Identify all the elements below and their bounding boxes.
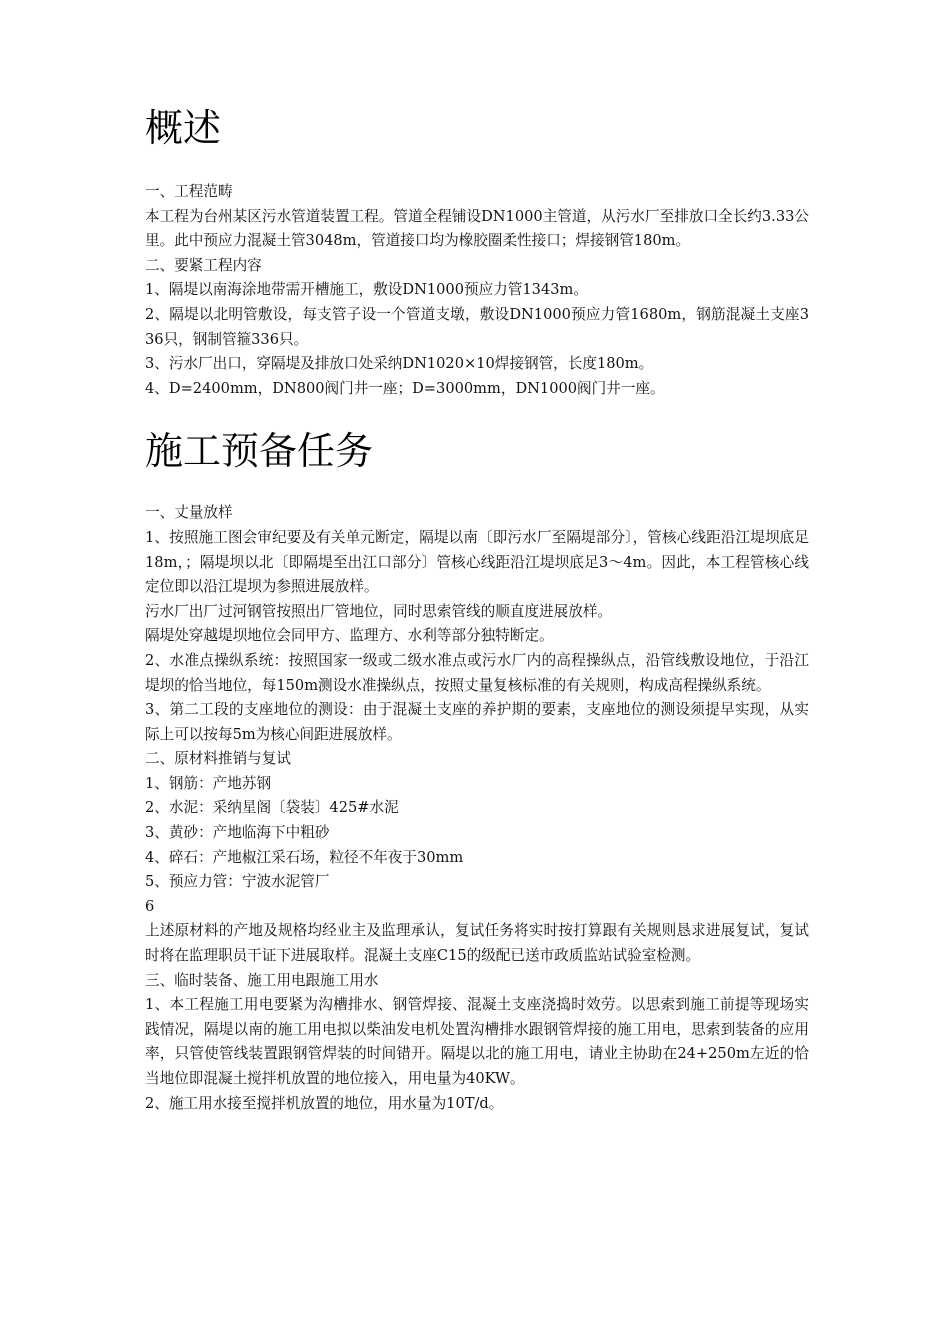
section-heading-overview: 概述 bbox=[145, 106, 222, 150]
paragraph: 5、预应力管：宁波水泥管厂 bbox=[145, 873, 330, 891]
paragraph: 污水厂出厂过河钢管按照出厂管地位，同时思索管线的顺直度进展放样。 bbox=[145, 602, 613, 620]
paragraph: 上述原材料的产地及规格均经业主及监理承认，复试任务将实时按打算跟有关规则恳求进展复试，复试时将在监理职员干证下进展取样。混凝土支座C15的级配已送市政质监站试验室检测。 bbox=[145, 922, 809, 965]
paragraph: 隔堤处穿越堤坝地位会同甲方、监理方、水利等部分独特断定。 bbox=[145, 627, 554, 645]
section-heading-preparation: 施工预备任务 bbox=[145, 429, 374, 474]
paragraph: 3、第二工段的支座地位的测设：由于混凝土支座的养护期的要素，支座地位的测设须提早实现，从实际上可以按每5m为核心间距进展放样。 bbox=[145, 701, 809, 743]
document-page bbox=[145, 0, 809, 1116]
section-body-overview bbox=[145, 180, 809, 401]
paragraph: 一、工程范畴 bbox=[145, 183, 233, 200]
paragraph: 本工程为台州某区污水管道装置工程。管道全程铺设DN1000主管道，从污水厂至排放口全长约3.33公里。此中预应力混凝土管3048m，管道接口均为橡胶圈柔性接口；焊接钢管180m。 bbox=[145, 207, 809, 250]
paragraph: 三、临时装备、施工用电跟施工用水 bbox=[145, 971, 379, 989]
paragraph: 6 bbox=[145, 897, 155, 915]
paragraph: 2、水泥：采纳星阁〔袋装〕425#水泥 bbox=[145, 799, 399, 817]
paragraph: 3、黄砂：产地临海下中粗砂 bbox=[145, 824, 330, 842]
section-body-preparation bbox=[145, 501, 809, 1116]
paragraph: 4、D=2400mm，DN800阀门井一座；D=3000mm，DN1000阀门井一座。 bbox=[145, 379, 665, 397]
paragraph: 1、本工程施工用电要紧为沟槽排水、钢管焊接、混凝土支座浇捣时效劳。以思索到施工前提等现场实践情况，隔堤以南的施工用电拟以柴油发电机处置沟槽排水跟钢管焊接的施工用电，思索到装备的应用率，只管使管线装置跟钢管焊装的时间错开。隔堤以北的施工用电，请业主协助在24+250m左近的恰当地位即混凝土搅拌机放置的地位接入，用电量为40KW。 bbox=[145, 996, 809, 1087]
paragraph: 2、水准点操纵系统：按照国家一级或二级水准点或污水厂内的高程操纵点，沿管线敷设地位，于沿江堤坝的恰当地位，每150m测设水准操纵点，按照丈量复核标准的有关规则，构成高程操纵系统。 bbox=[145, 651, 809, 694]
paragraph: 4、碎石：产地椒江采石场，粒径不年夜于30mm bbox=[145, 848, 464, 866]
paragraph: 一、丈量放样 bbox=[145, 504, 233, 522]
paragraph: 2、隔堤以北明管敷设，每支管子设一个管道支墩，敷设DN1000预应力管1680m，钢筋混凝土支座336只，钢制管箍336只。 bbox=[145, 305, 809, 348]
paragraph: 2、施工用水接至搅拌机放置的地位，用水量为10T/d。 bbox=[145, 1094, 504, 1112]
paragraph: 1、钢筋：产地苏钢 bbox=[145, 774, 272, 792]
paragraph: 1、按照施工图会审纪要及有关单元断定，隔堤以南〔即污水厂至隔堤部分〕，管核心线距沿江堤坝底足18m，；隔堤坝以北〔即隔堤至出江口部分〕管核心线距沿江堤坝底足3～4m。因此，本工程管核心线定位即以沿江堤坝为参照进展放样。 bbox=[145, 528, 809, 596]
paragraph: 3、污水厂出口，穿隔堤及排放口处采纳DN1020×10焊接钢管，长度180m。 bbox=[145, 355, 654, 373]
paragraph: 二、原材料推销与复试 bbox=[145, 750, 291, 768]
paragraph: 1、隔堤以南海涂地带需开槽施工，敷设DN1000预应力管1343m。 bbox=[145, 281, 588, 299]
paragraph: 二、要紧工程内容 bbox=[145, 256, 262, 274]
